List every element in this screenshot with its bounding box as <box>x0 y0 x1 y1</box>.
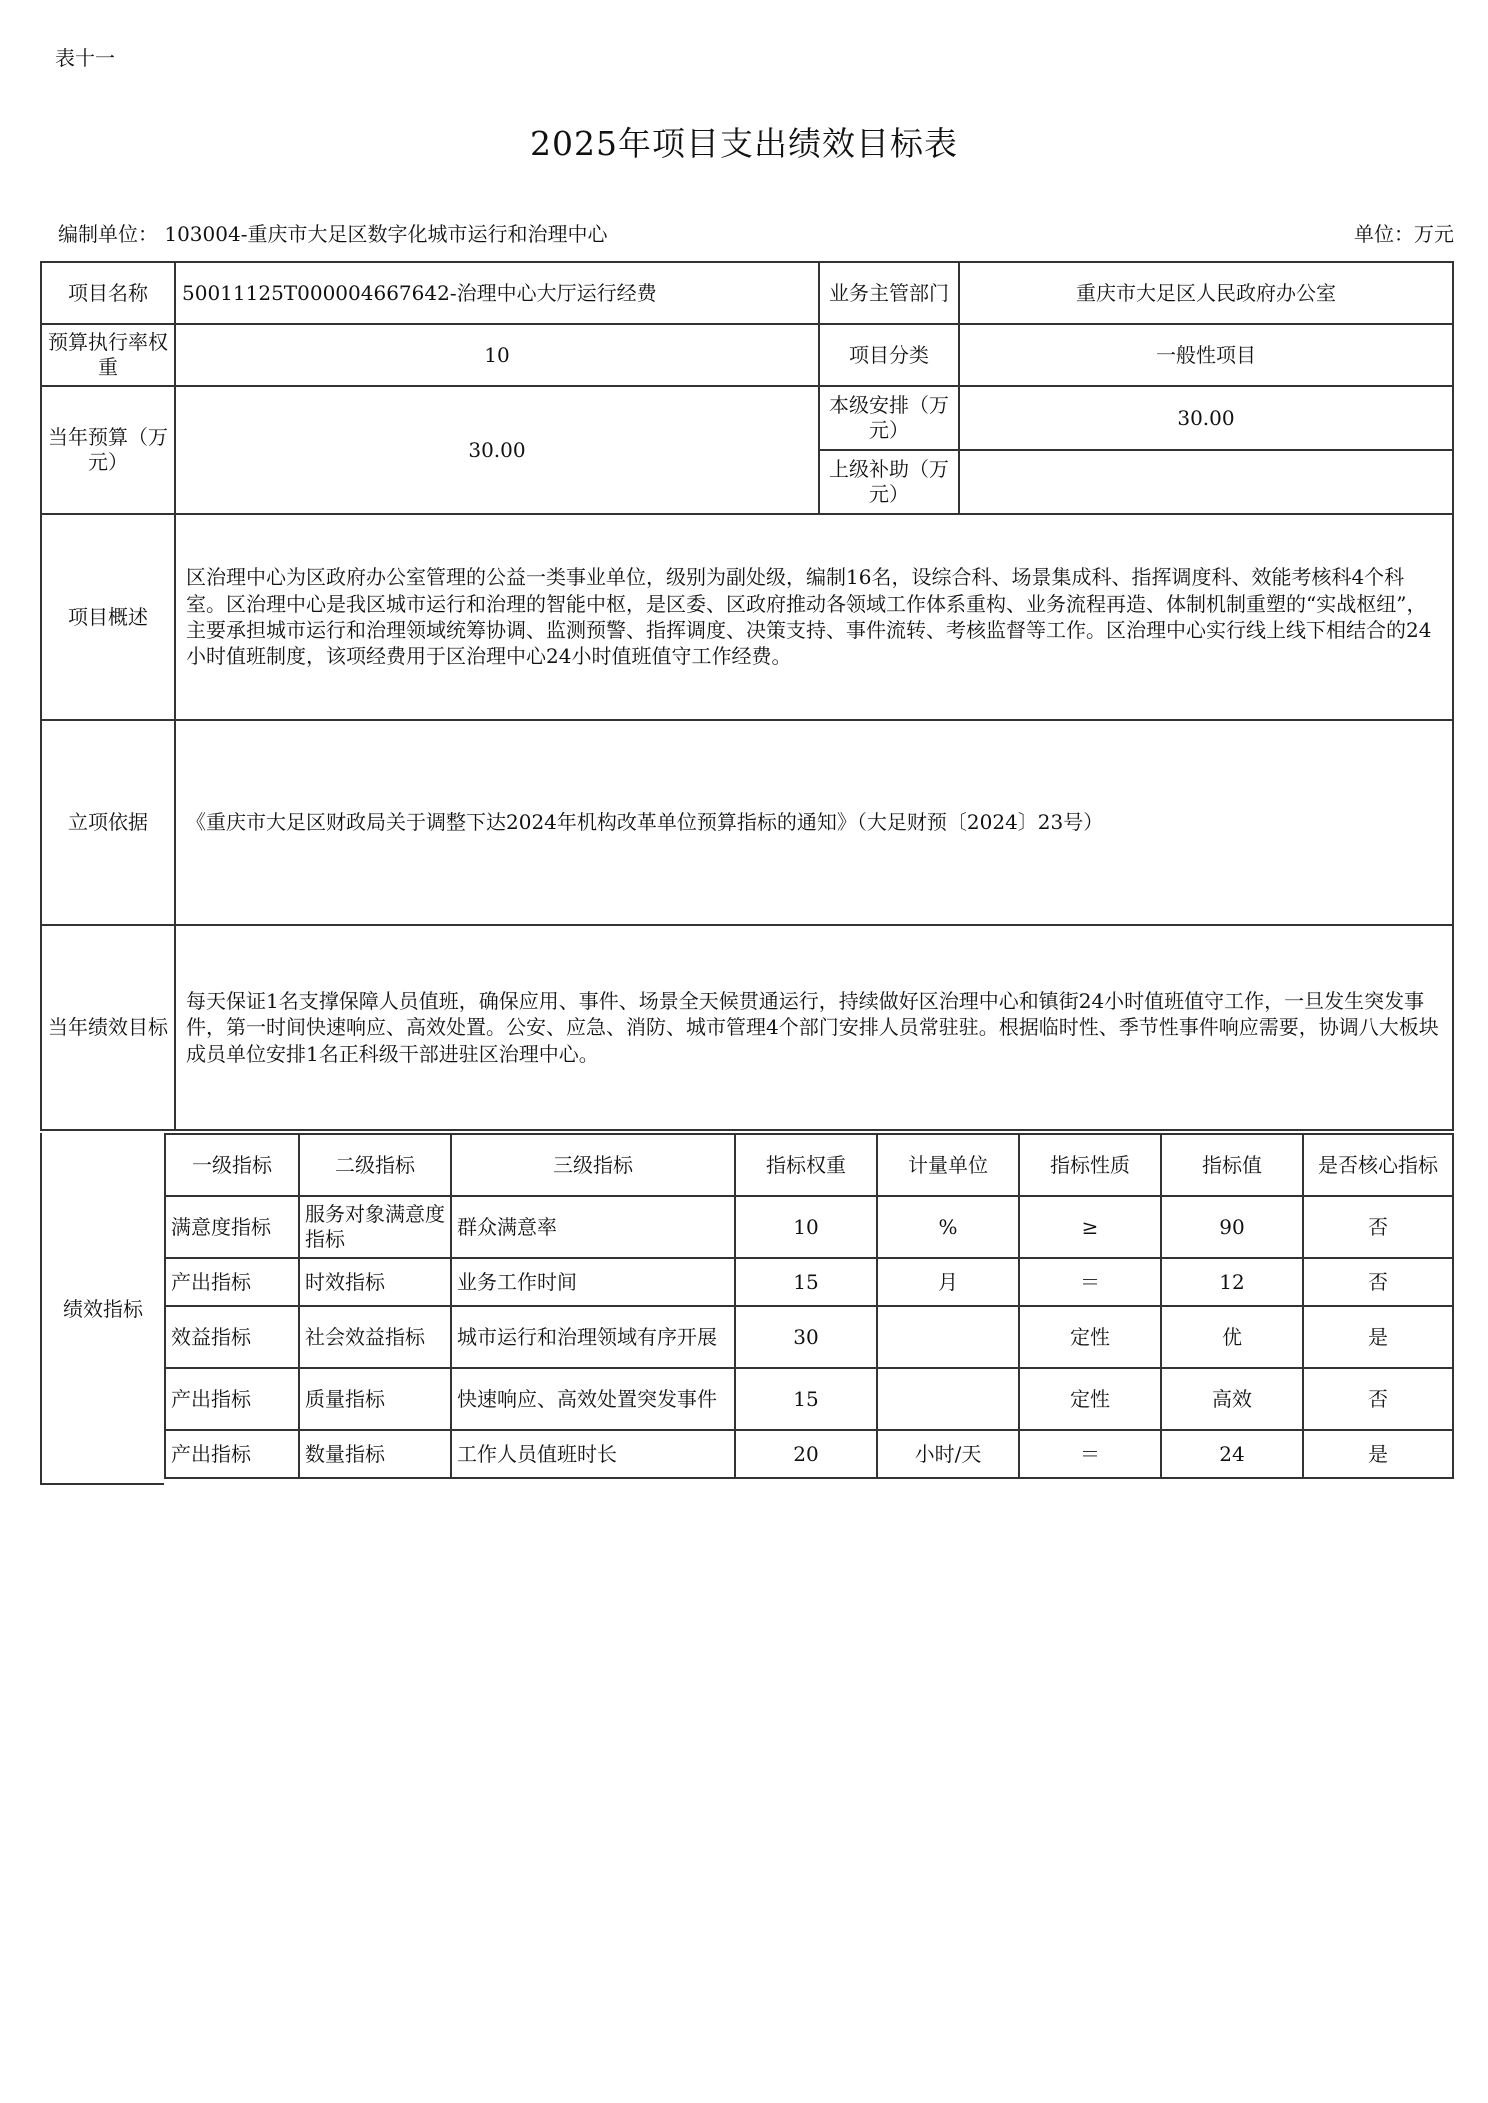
perf-cell: 月 <box>877 1258 1019 1306</box>
org-value: 103004-重庆市大足区数字化城市运行和治理中心 <box>164 222 608 246</box>
perf-cell: 满意度指标 <box>165 1196 299 1258</box>
table-row <box>165 1196 1453 1258</box>
perf-label-cell <box>40 1133 164 1485</box>
perf-cell: 群众满意率 <box>451 1196 735 1258</box>
overview-label: 项目概述 <box>41 514 175 720</box>
perf-cell: 高效 <box>1161 1368 1303 1430</box>
perf-cell: 产出指标 <box>165 1258 299 1306</box>
perf-table <box>164 1133 1454 1479</box>
weight-label: 预算执行率权重 <box>41 324 175 386</box>
table-row <box>165 1306 1453 1368</box>
perf-cell: 产出指标 <box>165 1368 299 1430</box>
perf-cell: 20 <box>735 1430 877 1478</box>
perf-header: 指标性质 <box>1019 1134 1161 1196</box>
perf-label: 绩效指标 <box>63 1297 143 1321</box>
dept-label: 业务主管部门 <box>819 262 959 324</box>
dept-value: 重庆市大足区人民政府办公室 <box>959 262 1453 324</box>
project-name-label: 项目名称 <box>41 262 175 324</box>
perf-cell: 效益指标 <box>165 1306 299 1368</box>
local-label: 本级安排（万元） <box>819 386 959 450</box>
perf-cell: 24 <box>1161 1430 1303 1478</box>
goal-text: 每天保证1名支撑保障人员值班，确保应用、事件、场景全天候贯通运行，持续做好区治理中心和镇街24小时值班值守工作，一旦发生突发事件，第一时间快速响应、高效处置。公安、应急、消防、城市管理4个部门安排人员常驻驻。根据临时性、季节性事件响应需要，协调八大板块成员单位安排1名正科级干部进驻区治理中心。 <box>175 925 1453 1130</box>
basis-label: 立项依据 <box>41 720 175 925</box>
perf-header-row <box>165 1134 1453 1196</box>
superior-label: 上级补助（万元） <box>819 450 959 514</box>
perf-cell: 定性 <box>1019 1368 1161 1430</box>
perf-cell: 否 <box>1303 1258 1453 1306</box>
perf-header: 三级指标 <box>451 1134 735 1196</box>
perf-cell: 15 <box>735 1258 877 1306</box>
superior-value <box>959 450 1453 514</box>
perf-cell: 产出指标 <box>165 1430 299 1478</box>
perf-cell: 业务工作时间 <box>451 1258 735 1306</box>
goal-label: 当年绩效目标 <box>41 925 175 1130</box>
perf-cell: 是 <box>1303 1430 1453 1478</box>
perf-header: 是否核心指标 <box>1303 1134 1453 1196</box>
org-line <box>58 218 607 247</box>
weight-value: 10 <box>175 324 819 386</box>
perf-cell: 数量指标 <box>299 1430 451 1478</box>
perf-cell: 优 <box>1161 1306 1303 1368</box>
local-value: 30.00 <box>959 386 1453 450</box>
overview-text: 区治理中心为区政府办公室管理的公益一类事业单位，级别为副处级，编制16名，设综合科、场景集成科、指挥调度科、效能考核科4个科室。区治理中心是我区城市运行和治理的智能中枢，是区委、区政府推动各领域工作体系重构、业务流程再造、体制机制重塑的“实战枢纽”，主要承担城市运行和治理领域统筹协调、监测预警、指挥调度、决策支持、事件流转、考核监督等工作。区治理中心实行线上线下相结合的24小时值班制度，该项经费用于区治理中心24小时值班值守工作经费。 <box>175 514 1453 720</box>
perf-cell: 快速响应、高效处置突发事件 <box>451 1368 735 1430</box>
perf-header: 指标权重 <box>735 1134 877 1196</box>
project-name-value: 50011125T000004667642-治理中心大厅运行经费 <box>175 262 819 324</box>
perf-header: 计量单位 <box>877 1134 1019 1196</box>
perf-cell: 工作人员值班时长 <box>451 1430 735 1478</box>
perf-cell: 12 <box>1161 1258 1303 1306</box>
perf-cell: ＝ <box>1019 1258 1161 1306</box>
perf-cell: 质量指标 <box>299 1368 451 1430</box>
perf-cell <box>877 1368 1019 1430</box>
perf-cell: 小时/天 <box>877 1430 1019 1478</box>
perf-cell: 否 <box>1303 1368 1453 1430</box>
org-label: 编制单位： <box>58 222 158 246</box>
basis-text: 《重庆市大足区财政局关于调整下达2024年机构改革单位预算指标的通知》（大足财预〔2024〕23号） <box>175 720 1453 925</box>
perf-cell: 是 <box>1303 1306 1453 1368</box>
perf-cell: ≥ <box>1019 1196 1161 1258</box>
perf-header: 一级指标 <box>165 1134 299 1196</box>
table-row <box>165 1258 1453 1306</box>
perf-cell: 15 <box>735 1368 877 1430</box>
category-label: 项目分类 <box>819 324 959 386</box>
perf-cell: 服务对象满意度指标 <box>299 1196 451 1258</box>
perf-header: 二级指标 <box>299 1134 451 1196</box>
perf-cell: ＝ <box>1019 1430 1161 1478</box>
perf-cell: 30 <box>735 1306 877 1368</box>
perf-cell: 10 <box>735 1196 877 1258</box>
perf-cell: 时效指标 <box>299 1258 451 1306</box>
info-table <box>40 261 1454 1131</box>
budget-label: 当年预算（万元） <box>41 386 175 514</box>
perf-cell: 城市运行和治理领域有序开展 <box>451 1306 735 1368</box>
unit-label: 单位：万元 <box>1354 222 1454 246</box>
perf-cell: 否 <box>1303 1196 1453 1258</box>
perf-header: 指标值 <box>1161 1134 1303 1196</box>
table-row <box>165 1430 1453 1478</box>
perf-cell: 定性 <box>1019 1306 1161 1368</box>
table-number: 表十一 <box>55 46 115 70</box>
perf-cell: 社会效益指标 <box>299 1306 451 1368</box>
perf-cell: % <box>877 1196 1019 1258</box>
perf-cell: 90 <box>1161 1196 1303 1258</box>
page-title: 2025年项目支出绩效目标表 <box>530 124 958 163</box>
table-row <box>165 1368 1453 1430</box>
perf-cell <box>877 1306 1019 1368</box>
budget-value: 30.00 <box>175 386 819 514</box>
category-value: 一般性项目 <box>959 324 1453 386</box>
